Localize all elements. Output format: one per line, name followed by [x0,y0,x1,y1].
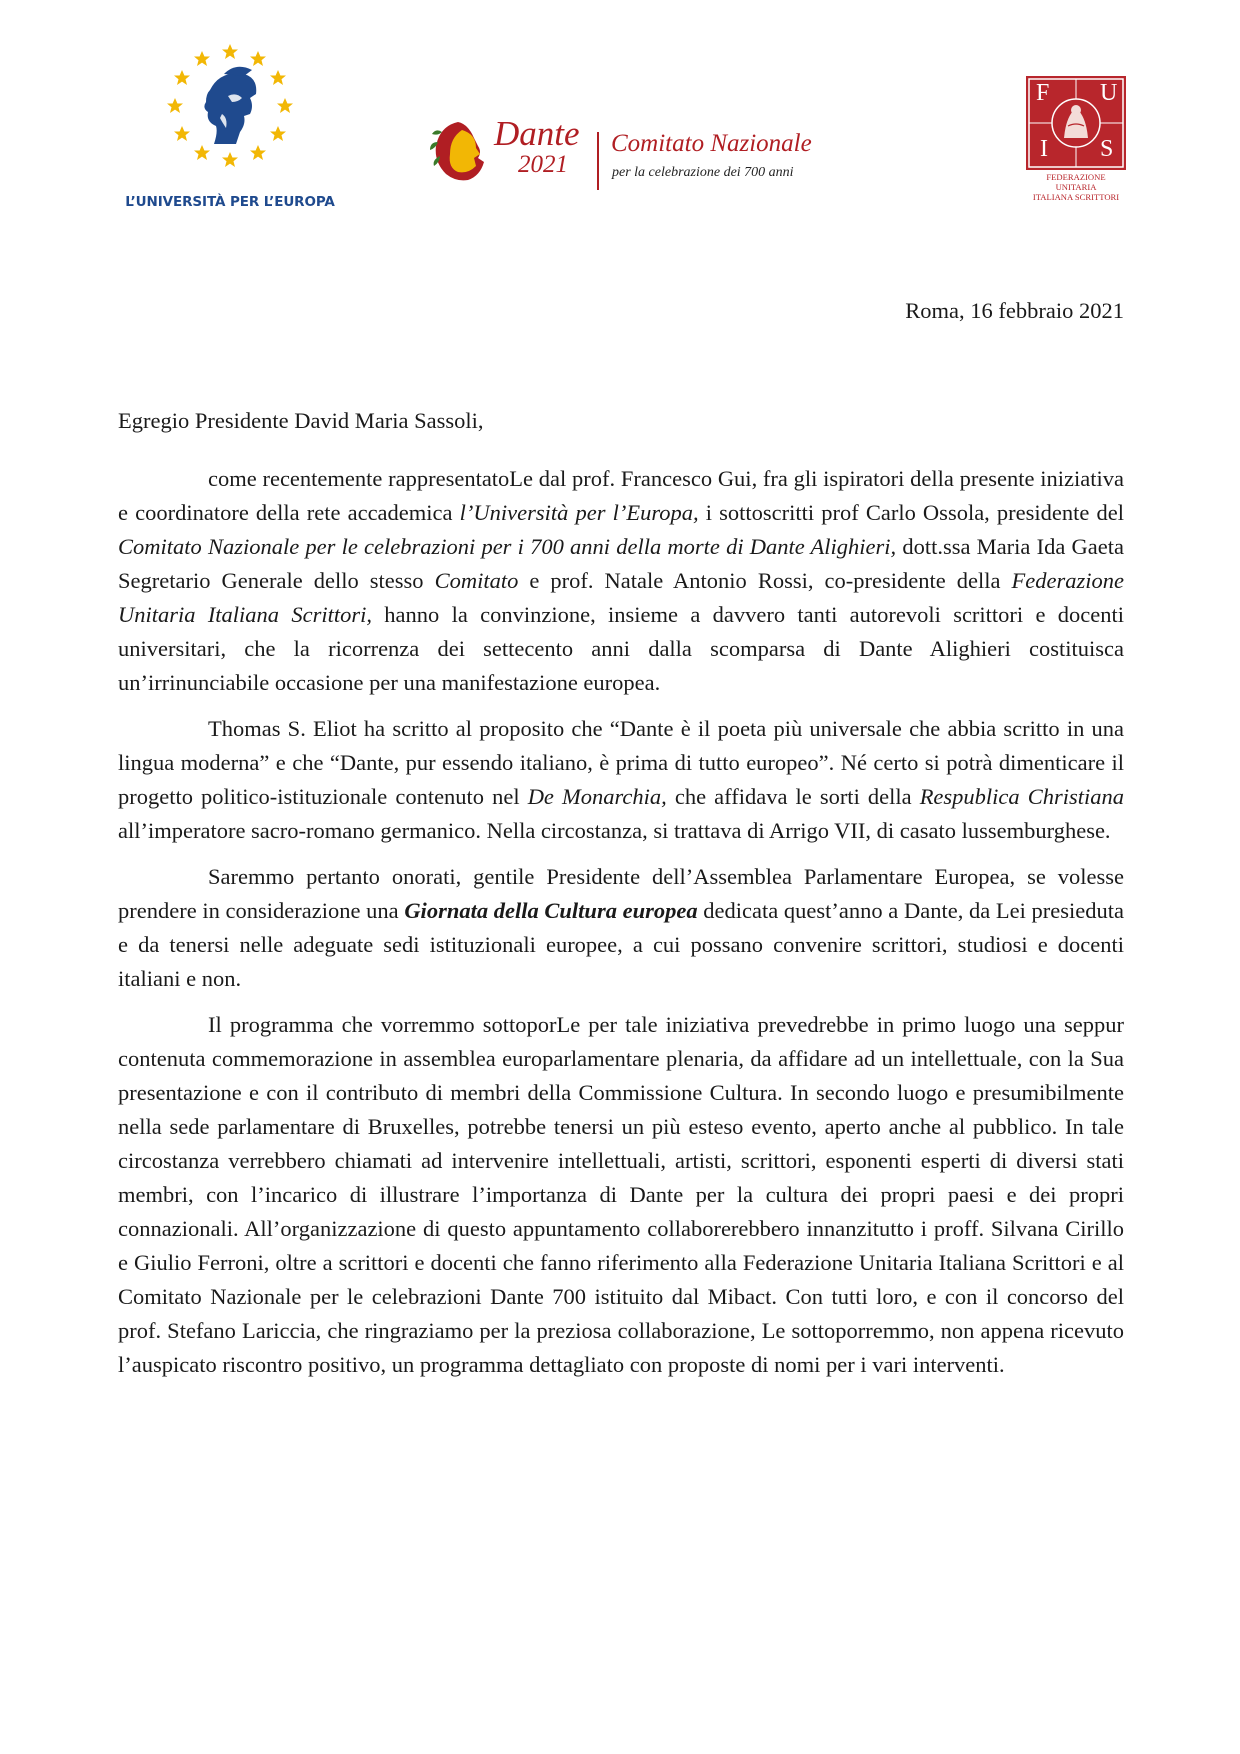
dante-profile-icon [428,118,494,184]
fuis-caption [1026,172,1126,202]
p2-text-c: che affidava le sorti della [666,784,920,809]
p1-text-i: hanno la convinzione, insieme a davvero tanti autorevoli scrittori e docenti universitari, che la ricorrenza dei settecento anni dalla scomparsa di Dante Alighieri costituisca un’irrinunciabile occasione per una manifestazione europea. [118,602,1124,695]
p1-text-g: e prof. Natale Antonio Rossi, co-presidente della [518,568,1012,593]
fuis-letter-i: I [1040,136,1048,162]
dante-wordmark: Dante [494,114,580,153]
dante-year: 2021 [518,151,568,178]
fuis-letter-s: S [1100,136,1114,162]
p1-text-a: come recentemente rappresentatoLe dal prof. Francesco Gui, fra gli ispiratori della presente iniziativa e coordinatore della rete accademica [118,466,1124,525]
p2-respublica-christiana: Respublica Christiana [919,784,1125,809]
letter-date: Roma, 16 febbraio 2021 [905,298,1124,323]
dante-2021-comitato-logo [428,112,848,192]
p1-comitato: Comitato [434,568,519,593]
p2-text-a: Thomas S. Eliot ha scritto al proposito che “Dante è il poeta più universale che abbia scritto in una lingua moderna” e che “Dante, pur essendo italiano, è prima di tutto europeo”. Né certo si potrà dimenticare il progetto politico-istituzionale contenuto nel [118,716,1124,809]
p2-de-monarchia: De Monarchia, [527,784,667,809]
fuis-logo [1026,76,1126,202]
p3-text-c: dedicata quest’anno a Dante, da Lei presieduta e da tenersi nelle adeguate sedi istituzionali europee, a cui possano convenire scrittori, studiosi e docenti italiani e non. [118,898,1125,991]
paragraph-1 [118,462,1124,700]
p3-giornata-cultura: Giornata della Cultura europea [404,898,698,923]
fuis-caption-line1: FEDERAZIONE UNITARIA [1046,172,1106,192]
fuis-letter-f: F [1036,80,1050,106]
p1-text-c: i sottoscritti prof Carlo Ossola, presidente del [698,500,1124,525]
logo-divider [597,132,599,190]
p1-text-e: dott.ssa Maria Ida Gaeta Segretario Generale dello stesso [118,534,1124,593]
paragraph-3 [118,860,1124,996]
comitato-subtitle: per la celebrazione dei 700 anni [612,165,794,180]
p3-text-a: Saremmo pertanto onorati, gentile Presidente dell’Assemblea Parlamentare Europea, se volesse prendere in considerazione una [118,864,1124,923]
universita-per-europa-logo [120,40,340,220]
p1-federazione: Federazione Unitaria Italiana Scrittori, [118,568,1124,627]
comitato-title: Comitato Nazionale [611,130,812,157]
paragraph-2 [118,712,1124,848]
fuis-caption-line2: ITALIANA SCRITTORI [1032,192,1120,202]
letter-body [118,462,1124,1382]
athena-head-icon [204,67,256,144]
eu-star-circle-icon [140,40,320,190]
p1-universita-europa: l’Università per l’Europa, [459,500,699,525]
salutation: Egregio Presidente David Maria Sassoli, [118,408,484,433]
fuis-emblem [1026,76,1126,170]
p1-comitato-nazionale: Comitato Nazionale per le celebrazioni per i 700 anni della morte di Dante Alighieri, [118,534,897,559]
paragraph-4: Il programma che vorremmo sottoporLe per tale iniziativa prevedrebbe in primo luogo una seppur contenuta commemorazione in assemblea europarlamentare plenaria, da affidare ad un intellettuale, con la Sua presentazione e con il contributo di membri della Commissione Cultura. In secondo luogo e presumibilmente nella sede parlamentare di Bruxelles, potrebbe tenersi un più esteso evento, aperto anche al pubblico. In tale circostanza verrebbero chiamati ad intervenire intellettuali, artisti, scrittori, esponenti esperti di diversi stati membri, con l’incarico di illustrare l’importanza di Dante per la cultura dei propri paesi e dei propri connazionali. All’organizzazione di questo appuntamento collaborerebbero innanzitutto i proff. Silvana Cirillo e Giulio Ferroni, oltre a scrittori e docenti che fanno riferimento alla Federazione Unitaria Italiana Scrittori e al Comitato Nazionale per le celebrazioni Dante 700 istituito dal Mibact. Con tutti loro, e con il concorso del prof. Stefano Lariccia, che ringraziamo per la preziosa collaborazione, Le sottoporremmo, non appena ricevuto l’auspicato riscontro positivo, un programma dettagliato con proposte di nomi per i vari interventi. [118,1012,1124,1377]
fuis-letter-u: U [1100,80,1118,106]
p2-text-e: all’imperatore sacro-romano germanico. Nella circostanza, si trattava di Arrigo VII, di casato lussemburghese. [118,818,1111,843]
upe-caption: L’UNIVERSITÀ PER L’EUROPA [125,194,335,210]
